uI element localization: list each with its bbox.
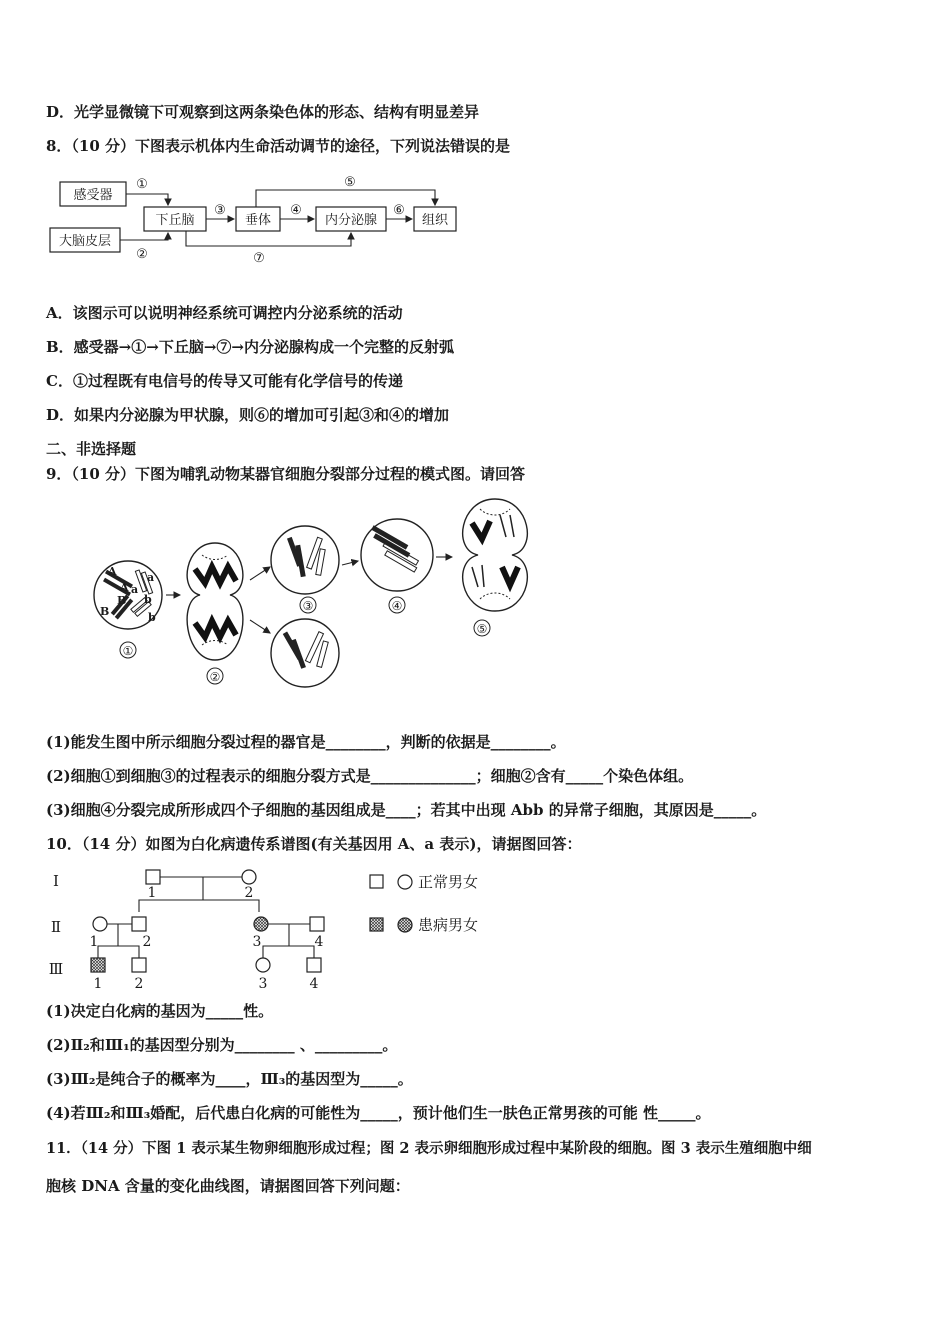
II-2-num: 2 (142, 934, 152, 950)
label-tissue: 组织 (421, 213, 449, 228)
III-1-num: 1 (93, 976, 103, 992)
q10-sub-4: (4)若Ⅲ₂和Ⅲ₃婚配，后代患白化病的可能性为_____，预计他们生一肤色正常男孩的可能 性_____。 (46, 1104, 711, 1122)
section-heading: 二、非选择题 (46, 440, 137, 458)
cell-5 (463, 499, 528, 636)
II-2 (132, 917, 146, 931)
II-3-num: 3 (252, 934, 262, 950)
q9-sub-2: (2)细胞①到细胞③的过程表示的细胞分裂方式是______________；细胞②含有_____个染色体组。 (46, 767, 694, 785)
q8-option-a: A．该图示可以说明神经系统可调控内分泌系统的活动 (46, 304, 403, 322)
q8-option-d: D．如果内分泌腺为甲状腺，则⑥的增加可引起③和④的增加 (46, 406, 450, 424)
gene-a2: a (147, 571, 155, 584)
legend-normal-female (398, 875, 412, 889)
II-4-num: 4 (314, 934, 324, 950)
mark-1: ① (136, 177, 148, 192)
legend-normal-label: 正常男女 (418, 873, 479, 891)
cell-label-5: ⑤ (476, 622, 488, 636)
q11-stem-line-1: 11．（14 分）下图 1 表示某生物卵细胞形成过程；图 2 表示卵细胞形成过程中某阶段的细胞。图 3 表示生殖细胞中细 (46, 1140, 812, 1157)
cell-label-4: ④ (391, 599, 403, 613)
q10-sub-2: (2)Ⅱ₂和Ⅲ₁的基因型分别为________ 、_________。 (46, 1036, 398, 1054)
q9-sub-3: (3)细胞④分裂完成所形成四个子细胞的基因组成是____；若其中出现 Abb 的异常子细胞，其原因是_____。 (46, 801, 767, 819)
legend-affected-male (370, 918, 383, 931)
I-1 (146, 870, 160, 884)
I-1-num: 1 (147, 885, 157, 901)
mark-7: ⑦ (253, 251, 265, 266)
II-1 (93, 917, 107, 931)
mark-5: ⑤ (344, 175, 356, 190)
gene-B1: B (117, 594, 127, 607)
II-1-num: 1 (89, 934, 99, 950)
III-4-num: 4 (309, 976, 319, 992)
gene-A1: A (108, 565, 117, 578)
legend-affected-female (398, 918, 412, 932)
q9-sub-1: (1)能发生图中所示细胞分裂过程的器官是________，判断的依据是________。 (46, 733, 566, 751)
mark-4: ④ (290, 203, 302, 218)
gene-b2: b (148, 611, 156, 624)
II-3 (254, 917, 268, 931)
cell-4 (361, 519, 433, 613)
I-2-num: 2 (244, 885, 254, 901)
cell-3 (271, 526, 339, 613)
III-2 (132, 958, 146, 972)
label-endocrine: 内分泌腺 (324, 213, 378, 228)
III-3 (256, 958, 270, 972)
cell-3b (271, 619, 339, 687)
mark-6: ⑥ (393, 203, 405, 218)
mark-3: ③ (214, 203, 226, 218)
III-3-num: 3 (258, 976, 268, 992)
cell-1 (94, 561, 162, 658)
cell-label-2: ② (209, 670, 221, 684)
I-2 (242, 870, 256, 884)
cell-2 (187, 543, 243, 684)
III-2-num: 2 (134, 976, 144, 992)
cell-label-3: ③ (302, 599, 314, 613)
gene-a1: a (131, 583, 139, 596)
cell-label-1: ① (122, 644, 134, 658)
label-hypothalamus: 下丘脑 (155, 213, 195, 228)
q7-option-d: D．光学显微镜下可观察到这两条染色体的形态、结构有明显差异 (46, 103, 480, 121)
gene-B2: B (100, 605, 110, 618)
III-4 (307, 958, 321, 972)
III-1 (91, 958, 105, 972)
gene-b1: b (144, 593, 152, 606)
q8-option-b: B．感受器→①→下丘脑→⑦→内分泌腺构成一个完整的反射弧 (46, 338, 454, 356)
label-receptor: 感受器 (73, 188, 113, 203)
q10-sub-1: (1)决定白化病的基因为_____性。 (46, 1002, 274, 1020)
label-cortex: 大脑皮层 (58, 234, 112, 249)
label-pituitary: 垂体 (244, 213, 272, 228)
q11-stem-line-2: 胞核 DNA 含量的变化曲线图，请据图回答下列问题： (46, 1177, 410, 1195)
legend-affected-label: 患病男女 (418, 916, 479, 934)
q9-cell-division-figure (90, 495, 540, 695)
q8-regulation-diagram (46, 170, 466, 266)
q8-stem: 8．（10 分）下图表示机体内生命活动调节的途径，下列说法错误的是 (46, 137, 511, 155)
gen-I: Ⅰ (53, 872, 59, 890)
q10-stem: 10．（14 分）如图为白化病遗传系谱图(有关基因用 A、a 表示)，请据图回答： (46, 835, 582, 853)
gene-A2: A (120, 581, 129, 594)
q8-option-c: C．①过程既有电信号的传导又可能有化学信号的传递 (46, 372, 403, 390)
II-4 (310, 917, 324, 931)
gen-II: Ⅱ (50, 918, 62, 936)
q9-stem: 9．（10 分）下图为哺乳动物某器官细胞分裂部分过程的模式图。请回答 (46, 465, 526, 483)
q10-pedigree (46, 866, 526, 994)
legend-normal-male (370, 875, 383, 888)
gen-III: Ⅲ (48, 960, 64, 978)
q10-sub-3: (3)Ⅲ₂是纯合子的概率为____，Ⅲ₃的基因型为_____。 (46, 1070, 413, 1088)
mark-2: ② (136, 247, 148, 262)
